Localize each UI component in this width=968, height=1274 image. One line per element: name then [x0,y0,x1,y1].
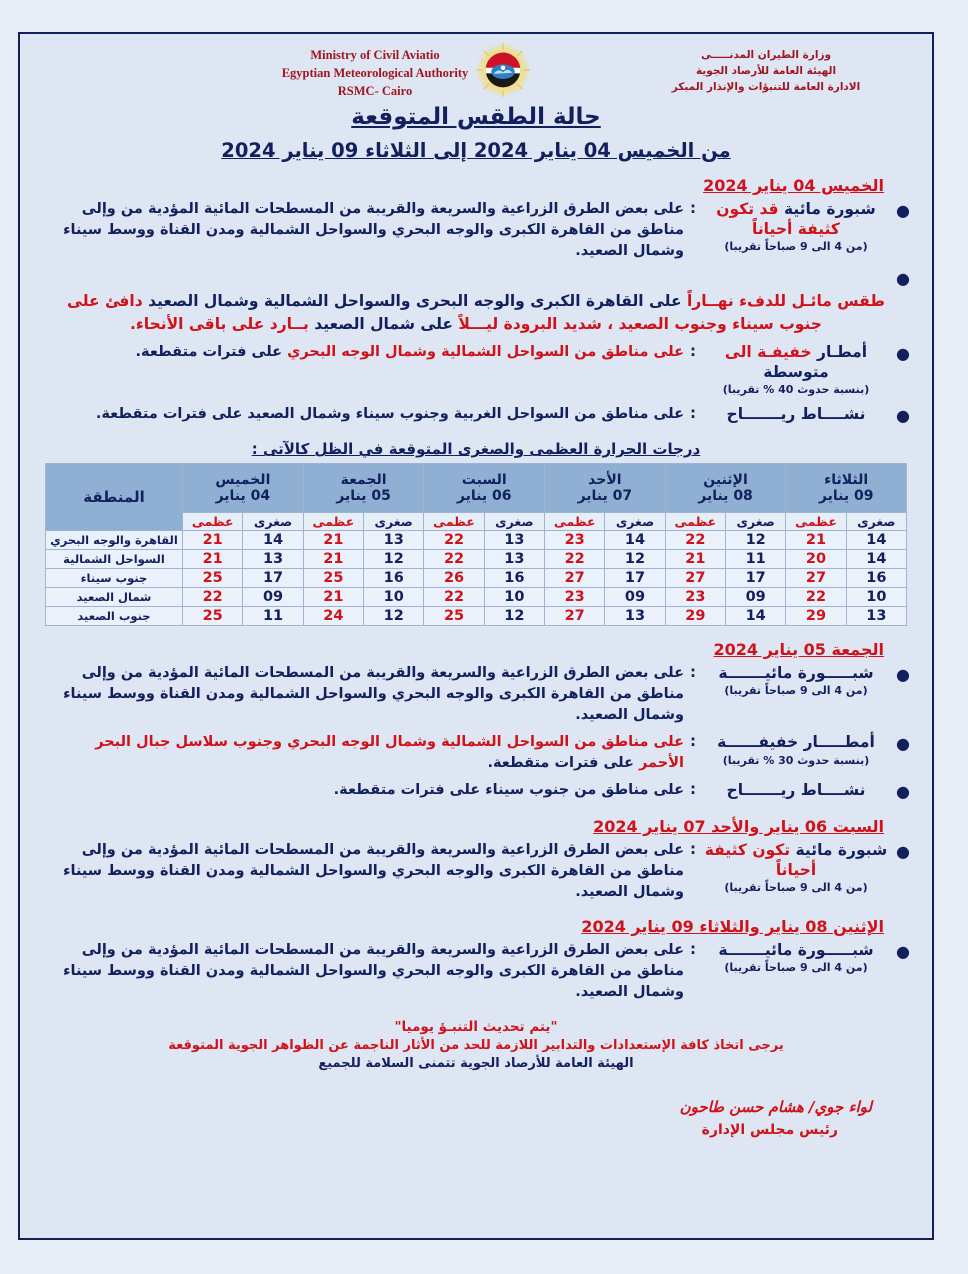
segment-warm-day: طقس مائـل للدفء نهــاراً [686,291,885,310]
temp-min: 12 [605,550,665,569]
temp-max: 29 [665,607,725,626]
bullet-label-main-2: متوسطة [763,363,829,382]
bullet-label-sub: (من 4 الى 9 صباحاً تقريبا) [724,684,868,698]
subheader-min: صغرى [726,513,786,531]
bullet-label-main: شبـــــورة مائيـــــــة [718,664,874,683]
bullet-colon: : [690,663,696,682]
bullet-text [42,290,910,337]
temp-max: 21 [786,531,846,550]
bullet-label-main: أمطـــــار خفيفــــــة [717,733,875,752]
day-date: 05 يناير [336,488,391,505]
temp-max: 27 [545,607,605,626]
bullet-dot-icon: ● [896,344,910,364]
bullet-label-sub: (من 4 الى 9 صباحاً تقريبا) [724,961,868,975]
temp-max: 25 [183,607,243,626]
temp-min: 10 [364,588,424,607]
bullet-text: على مناطق من جنوب سيناء على فترات متقطعة. [333,782,684,799]
bullet-text: على مناطق من السواحل الغربية وجنوب سيناء وشمال الصعيد على فترات متقطعة. [95,405,684,422]
day-column-header [424,464,545,513]
temp-max: 21 [303,588,363,607]
masthead-arabic [616,48,916,95]
bullet-label-main: شبـــــورة مائيـــــــة [718,941,874,960]
temp-min: 17 [605,569,665,588]
bullet-dot-icon: ● [896,269,910,289]
temp-max: 24 [303,607,363,626]
bullet-text-red: على مناطق من السواحل الشمالية وشمال الوجه البحري وجنوب سلاسل جبال البحر الأحمر [95,734,684,772]
signature-block [20,1095,872,1141]
day-column-header [303,464,424,513]
temp-min: 09 [726,588,786,607]
segment-cold: بــارد على باقى الأنحاء. [130,314,309,333]
temp-max: 23 [545,588,605,607]
day-name: الثلاثاء [824,472,869,489]
temp-max: 22 [545,550,605,569]
table-body [46,531,907,626]
bullet-colon: : [690,780,696,799]
table-row [46,607,907,626]
temp-min: 09 [605,588,665,607]
day-bullets-monday-tuesday [42,940,910,1003]
masthead-arabic-line-3: الادارة العامة للتنبؤات والإنذار المبكر [671,80,861,93]
bullet-colon: : [690,342,696,361]
temp-max: 26 [424,569,484,588]
bullet-fog-monday-tuesday [42,940,910,1003]
temp-min: 14 [243,531,303,550]
bullet-text [42,342,684,363]
bullet-label [696,840,896,896]
bullet-colon: : [690,199,696,217]
segment-regions-1: على القاهرة الكبرى والوجه البحرى والسواحل الشمالية وشمال الصعيد [148,291,682,310]
region-name: جنوب الصعيد [46,607,183,626]
temp-max: 21 [183,550,243,569]
day-date: 08 يناير [698,488,753,505]
day-date: 06 يناير [456,488,512,505]
bullet-label-emphasis: خفيفـة الى [724,343,812,362]
temp-min: 14 [726,607,786,626]
day-date: 09 يناير [818,488,874,505]
table-header-row-days [46,464,907,513]
bullet-label-sub: (من 4 الى 9 صباحاً تقريبا) [724,881,868,895]
temp-min: 13 [243,550,303,569]
temp-min: 17 [243,569,303,588]
bullet-temperature-thursday [42,268,910,336]
bullet-dot-icon: ● [896,782,910,802]
temp-max: 23 [545,531,605,550]
day-heading-thursday: الخميس 04 يناير 2024 [703,176,884,195]
day-name: الجمعة [340,472,387,489]
table-row [46,531,907,550]
temperature-table-caption: درجات الحرارة العظمى والصغرى المتوقعة في الظل كالآتى : [251,440,701,459]
day-bullets-saturday-sunday [42,840,910,903]
ema-emblem-icon [475,42,531,98]
forecast-document [18,32,934,1240]
temp-max: 21 [665,550,725,569]
table-row [46,550,907,569]
temp-min: 14 [846,531,906,550]
subheader-min: صغرى [605,513,665,531]
bullet-label [696,940,896,975]
bullet-rain-thursday [42,342,910,398]
temp-min: 16 [364,569,424,588]
footer-safety-wish: الهيئة العامة للأرصاد الجوية تتمنى السلامة للجميع [318,1056,634,1072]
bullet-label-sub: (من 4 الى 9 صباحاً تقريبا) [724,240,868,254]
temp-min: 13 [484,550,544,569]
day-heading-monday-tuesday: الإثنين 08 يناير والثلاثاء 09 يناير 2024 [581,917,884,937]
bullet-label-main: أمطـار [817,343,868,362]
temp-min: 13 [846,607,906,626]
bullet-dot-icon: ● [896,405,910,425]
temp-max: 22 [424,550,484,569]
temp-max: 25 [303,569,363,588]
temp-max: 21 [303,531,363,550]
temp-min: 14 [605,531,665,550]
subheader-min: صغرى [484,513,544,531]
day-date: 04 يناير [215,488,271,505]
subheader-max: عظمى [303,513,363,531]
temp-min: 16 [484,569,544,588]
masthead-english-line-1: Ministry of Civil Aviatio [310,48,440,62]
temp-max: 22 [786,588,846,607]
bullet-text: على بعض الطرق الزراعية والسريعة والقريبة من المسطحات المائية المؤدية من وإلى مناطق من القاهرة الكبرى والوجه البحري والسواحل الشمالية ومدن القناة ووسط سيناء وشمال الصعيد. [63,942,684,1001]
signature-name: لواء جوي/ هشام حسن طاحون [679,1098,872,1117]
temp-min: 10 [484,588,544,607]
bullet-dot-icon: ● [896,841,910,861]
segment-regions-2: على شمال الصعيد [314,314,453,333]
footer [20,1019,932,1071]
subheader-max: عظمى [786,513,846,531]
bullet-dot-icon: ● [896,665,910,685]
bullet-wind-thursday [42,404,910,427]
table-row [46,569,907,588]
subheader-max: عظمى [545,513,605,531]
subheader-min: صغرى [364,513,424,531]
footer-advisory: يرجى اتخاذ كافة الإستعدادات والتدابير اللازمة للحد من الأثار الناجمة عن الظواهر الجوية المتوقعة [168,1038,784,1054]
temp-min: 13 [364,531,424,550]
bullet-fog-saturday-sunday [42,840,910,903]
bullet-text: على بعض الطرق الزراعية والسريعة والقريبة من المسطحات المائية المؤدية من وإلى مناطق من القاهرة الكبرى والوجه البحري والسواحل الشمالية ومدن القناة ووسط سيناء وشمال الصعيد. [63,841,684,901]
temp-max: 29 [786,607,846,626]
date-range-title: من الخميس 04 يناير 2024 إلى الثلاثاء 09 يناير 2024 [221,139,731,162]
bullet-fog-friday [42,663,910,726]
temp-max: 27 [786,569,846,588]
subheader-max: عظمى [424,513,484,531]
region-name: شمال الصعيد [46,588,183,607]
temp-min: 12 [364,607,424,626]
day-name: الخميس [215,472,271,489]
bullet-label [696,663,896,698]
page-title: حالة الطقس المتوقعة [351,104,601,130]
temp-min: 11 [726,550,786,569]
temp-min: 12 [484,607,544,626]
bullet-wind-friday [42,780,910,803]
temp-min: 11 [243,607,303,626]
bullet-dot-icon: ● [896,942,910,962]
table-head [46,464,907,531]
temp-min: 09 [243,588,303,607]
temp-min: 13 [605,607,665,626]
temp-max: 23 [665,588,725,607]
bullet-label-sub: (بنسبة حدوث 40 % تقريبا) [722,383,870,397]
temp-min: 10 [846,588,906,607]
bullet-dot-icon: ● [896,201,910,220]
region-name: السواحل الشمالية [46,550,183,569]
temp-min: 17 [726,569,786,588]
bullet-label [696,342,896,398]
segment-mild: دافئ على جنوب سيناء وجنوب الصعيد ، شديد البرودة ليـــلاً [67,291,822,333]
temp-max: 20 [786,550,846,569]
masthead-arabic-line-1: وزارة الطيران المدنـــــى [700,49,832,61]
masthead-arabic-line-2: الهيئة العامة للأرصاد الجوية [695,64,837,77]
masthead [20,34,932,108]
day-column-header [545,464,666,513]
bullet-text [42,732,684,774]
subheader-min: صغرى [243,513,303,531]
temp-max: 22 [183,588,243,607]
temp-max: 25 [183,569,243,588]
footer-daily-update-note: "يتم تحديث التنبـؤ يوميا" [394,1019,558,1036]
day-bullets-thursday [42,199,910,426]
bullet-rain-friday [42,732,910,774]
region-name: جنوب سيناء [46,569,183,588]
bullet-colon: : [690,732,696,751]
bullet-text-red: على مناطق من السواحل الشمالية وشمال الوجه البحري [287,344,684,361]
subheader-min: صغرى [846,513,906,531]
bullet-colon: : [690,403,696,422]
day-bullets-friday [42,663,910,803]
day-column-header [183,464,304,513]
day-date: 07 يناير [577,488,633,505]
bullet-fog-thursday [42,199,910,262]
masthead-english-line-2: Egyptian Meteorological Authority [281,66,469,81]
day-heading-saturday-sunday: السبت 06 يناير والأحد 07 يناير 2024 [593,816,884,836]
temp-min: 12 [364,550,424,569]
bullet-label: نشــــاط ريـــــــاح [726,781,866,800]
bullet-colon: : [690,940,696,959]
region-column-header: المنطقة [46,464,183,531]
table-row [46,588,907,607]
bullet-label-main: شبورة مائية [783,200,876,218]
day-column-header [665,464,786,513]
temp-max: 21 [303,550,363,569]
temp-min: 16 [846,569,906,588]
bullet-label-main: شبورة مائية [795,840,888,859]
bullet-text-navy: على فترات متقطعة. [487,755,634,772]
temp-min: 12 [726,531,786,550]
temp-max: 27 [665,569,725,588]
day-name: السبت [461,472,507,489]
region-name: القاهرة والوجه البحري [46,531,183,550]
day-heading-friday: الجمعة 05 يناير 2024 [713,640,884,660]
day-column-header [786,464,907,513]
temp-max: 22 [424,531,484,550]
bullet-text-navy: على فترات متقطعة. [135,344,283,361]
subheader-max: عظمى [665,513,725,531]
bullet-colon: : [690,839,696,858]
bullet-label-sub: (بنسبة حدوث 30 % تقريبا) [722,753,870,767]
bullet-text: على بعض الطرق الزراعية والسريعة والقريبة من المسطحات المائية المؤدية من وإلى مناطق من القاهرة الكبرى والوجه البحري والسواحل الشمالية ومدن القناة ووسط سيناء وشمال الصعيد. [63,665,684,724]
subheader-max: عظمى [183,513,243,531]
bullet-dot-icon: ● [896,734,910,754]
temp-min: 13 [484,531,544,550]
masthead-english-line-3: RSMC- Cairo [337,84,413,99]
day-name: الإثنين [703,472,748,489]
signature-title: رئيس مجلس الإدارة [701,1122,838,1139]
temp-max: 22 [424,588,484,607]
temperature-table [45,463,907,626]
bullet-label-emphasis: تكون كثيفة أحياناً [704,840,817,880]
temp-max: 21 [183,531,243,550]
bullet-label-emphasis: قد تكون كثيفة أحياناً [716,200,840,239]
bullet-text: على بعض الطرق الزراعية والسريعة والقريبة من المسطحات المائية المؤدية من وإلى مناطق من القاهرة الكبرى والوجه البحري والسواحل الشمالية ومدن القناة ووسط سيناء وشمال الصعيد. [63,201,684,260]
temp-max: 22 [665,531,725,550]
temp-max: 27 [545,569,605,588]
bullet-label: نشــــاط ريـــــــاح [726,404,866,423]
temp-min: 14 [846,550,906,569]
temp-max: 25 [424,607,484,626]
day-name: الأحد [588,472,622,489]
bullet-label [696,199,896,255]
bullet-label [696,732,896,767]
